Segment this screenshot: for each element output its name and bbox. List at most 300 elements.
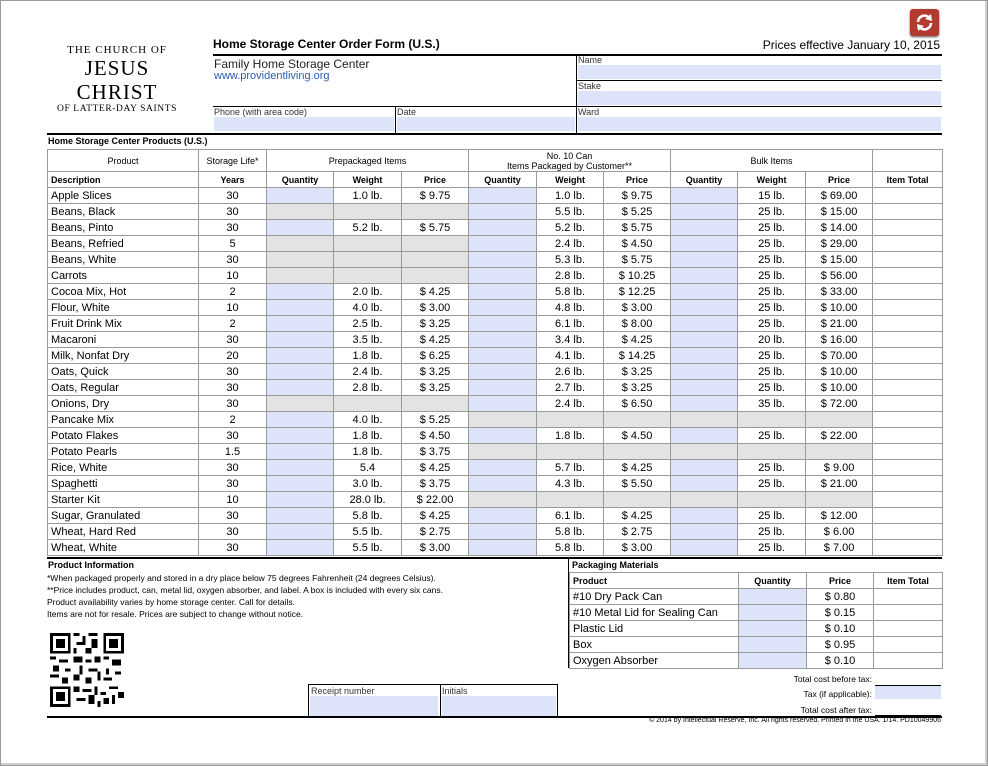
logo-line1: THE CHURCH OF (67, 44, 167, 56)
packaging-table (569, 572, 943, 669)
packaging-row (570, 605, 943, 621)
center-name: Family Home Storage Center (214, 57, 370, 71)
packaging-quantity-field[interactable] (739, 621, 807, 637)
product-cell: 2.8 lb. (537, 268, 604, 284)
item-total-field[interactable] (873, 508, 943, 524)
product-row (48, 268, 943, 284)
rule (576, 80, 942, 81)
storage-life-header: Storage Life* (199, 150, 267, 172)
item-total-field[interactable] (873, 332, 943, 348)
product-row (48, 460, 943, 476)
can-quantity-field[interactable] (469, 396, 537, 412)
packaging-column-header: Product (570, 573, 739, 589)
product-cell: 30 (199, 188, 267, 204)
product-cell: $ 3.75 (402, 476, 469, 492)
item-total-field[interactable] (873, 300, 943, 316)
item-total-field[interactable] (873, 444, 943, 460)
product-cell: $ 10.25 (604, 268, 671, 284)
prepackaged-quantity-field[interactable] (267, 188, 334, 204)
product-cell (537, 412, 604, 428)
prices-effective: Prices effective January 10, 2015 (762, 38, 940, 52)
bulk-quantity-field[interactable] (671, 268, 738, 284)
product-row (48, 220, 943, 236)
product-cell: $ 2.75 (604, 524, 671, 540)
packaging-product: #10 Metal Lid for Sealing Can (570, 605, 739, 621)
ward-field[interactable] (578, 117, 941, 131)
qr-code (50, 633, 124, 707)
item-total-field[interactable] (873, 492, 943, 508)
product-cell: 25 lb. (738, 476, 806, 492)
column-header: Quantity (469, 172, 537, 188)
product-cell: 25 lb. (738, 316, 806, 332)
packaging-quantity-field[interactable] (739, 653, 807, 669)
bulk-quantity-field[interactable] (671, 316, 738, 332)
product-cell: $ 5.75 (604, 252, 671, 268)
product-cell: $ 3.75 (402, 444, 469, 460)
packaging-item-total-field[interactable] (874, 653, 943, 669)
receipt-number-field[interactable] (310, 696, 438, 716)
product-description: Sugar, Granulated (48, 508, 199, 524)
bulk-quantity-field[interactable] (671, 348, 738, 364)
bulk-quantity-field[interactable] (671, 300, 738, 316)
can-quantity-field[interactable] (469, 428, 537, 444)
product-description: Beans, Refried (48, 236, 199, 252)
packaging-item-total-field[interactable] (874, 589, 943, 605)
product-cell: 25 lb. (738, 364, 806, 380)
product-description: Starter Kit (48, 492, 199, 508)
product-cell: 30 (199, 540, 267, 556)
product-cell (806, 492, 873, 508)
logo-line2: JESUS CHRIST (76, 56, 158, 104)
can-quantity-field[interactable] (469, 188, 537, 204)
product-cell: $ 3.25 (604, 364, 671, 380)
product-cell: 3.4 lb. (537, 332, 604, 348)
product-cell: $ 4.25 (604, 460, 671, 476)
name-label: Name (578, 55, 603, 65)
total-before-tax-field[interactable] (875, 672, 941, 686)
product-cell: 2.5 lb. (334, 316, 402, 332)
can-quantity-field[interactable] (469, 508, 537, 524)
product-row (48, 492, 943, 508)
section-rule (47, 133, 942, 135)
product-row (48, 524, 943, 540)
item-total-field[interactable] (873, 412, 943, 428)
can-quantity-field (469, 444, 537, 460)
product-cell: 2.8 lb. (334, 380, 402, 396)
product-cell: $ 3.00 (604, 540, 671, 556)
prepackaged-quantity-field[interactable] (267, 316, 334, 332)
can-quantity-field[interactable] (469, 364, 537, 380)
product-row (48, 252, 943, 268)
can-quantity-field[interactable] (469, 284, 537, 300)
note-storage: *When packaged properly and stored in a dry place below 75 degrees Fahrenheit (24 degrees Celsius). (47, 573, 436, 583)
product-cell: 30 (199, 460, 267, 476)
bulk-quantity-field[interactable] (671, 284, 738, 300)
product-cell (738, 412, 806, 428)
product-cell: 30 (199, 476, 267, 492)
copyright: © 2014 by Intellectual Reserve, Inc. All rights reserved. Printed in the USA. 1/14. PD10049906 (649, 717, 941, 724)
initials-label: Initials (442, 686, 468, 696)
product-cell: 4.0 lb. (334, 300, 402, 316)
product-cell: 25 lb. (738, 236, 806, 252)
product-description: Pancake Mix (48, 412, 199, 428)
item-total-field[interactable] (873, 460, 943, 476)
product-cell: $ 10.00 (806, 364, 873, 380)
product-cell (334, 204, 402, 220)
product-cell: 1.8 lb. (334, 348, 402, 364)
can-quantity-field[interactable] (469, 332, 537, 348)
bulk-quantity-field[interactable] (671, 508, 738, 524)
item-total-field[interactable] (873, 268, 943, 284)
product-cell: 25 lb. (738, 204, 806, 220)
product-description: Rice, White (48, 460, 199, 476)
product-cell: 25 lb. (738, 300, 806, 316)
product-cell: 25 lb. (738, 524, 806, 540)
product-cell: 25 lb. (738, 284, 806, 300)
product-cell (604, 492, 671, 508)
product-group-header: Product (48, 150, 199, 172)
product-cell: 5.8 lb. (537, 284, 604, 300)
product-description: Spaghetti (48, 476, 199, 492)
bulk-quantity-field (671, 444, 738, 460)
packaging-product: Box (570, 637, 739, 653)
prepackaged-quantity-field[interactable] (267, 508, 334, 524)
product-cell: 3.5 lb. (334, 332, 402, 348)
product-cell (334, 396, 402, 412)
product-cell: 5.8 lb. (537, 524, 604, 540)
product-row (48, 332, 943, 348)
packaging-item-total-field[interactable] (874, 605, 943, 621)
stake-field[interactable] (578, 91, 941, 105)
can-quantity-field[interactable] (469, 348, 537, 364)
product-info-title: Product Information (48, 560, 134, 570)
prepackaged-quantity-field[interactable] (267, 300, 334, 316)
bulk-quantity-field[interactable] (671, 252, 738, 268)
product-cell: 25 lb. (738, 268, 806, 284)
prepackaged-quantity-field[interactable] (267, 476, 334, 492)
column-header: Weight (334, 172, 402, 188)
product-row (48, 300, 943, 316)
prepackaged-quantity-field[interactable] (267, 492, 334, 508)
bulk-quantity-field[interactable] (671, 476, 738, 492)
product-cell: $ 4.50 (402, 428, 469, 444)
product-row (48, 316, 943, 332)
item-total-field[interactable] (873, 396, 943, 412)
prepackaged-quantity-field[interactable] (267, 348, 334, 364)
product-row (48, 348, 943, 364)
can-quantity-field[interactable] (469, 476, 537, 492)
prepackaged-quantity-field[interactable] (267, 428, 334, 444)
item-total-field[interactable] (873, 364, 943, 380)
product-description: Macaroni (48, 332, 199, 348)
product-cell: 25 lb. (738, 540, 806, 556)
product-description: Beans, Pinto (48, 220, 199, 236)
product-cell: 1.5 (199, 444, 267, 460)
website-link[interactable]: www.providentliving.org (214, 70, 330, 82)
note-resale: Items are not for resale. Prices are subject to change without notice. (47, 609, 304, 619)
can-quantity-field[interactable] (469, 236, 537, 252)
item-total-field[interactable] (873, 284, 943, 300)
receipt-divider (440, 685, 441, 717)
product-cell: 25 lb. (738, 380, 806, 396)
prepackaged-quantity-field[interactable] (267, 412, 334, 428)
product-cell (334, 268, 402, 284)
product-cell: 20 (199, 348, 267, 364)
product-cell: 10 (199, 268, 267, 284)
prepackaged-quantity-field (267, 268, 334, 284)
product-cell: 5.2 lb. (537, 220, 604, 236)
can-quantity-field[interactable] (469, 524, 537, 540)
product-cell (402, 204, 469, 220)
product-cell: $ 9.75 (402, 188, 469, 204)
bulk-quantity-field[interactable] (671, 364, 738, 380)
packaging-item-total-field[interactable] (874, 621, 943, 637)
product-cell: $ 72.00 (806, 396, 873, 412)
product-cell: $ 7.00 (806, 540, 873, 556)
product-cell: 2 (199, 284, 267, 300)
initials-field[interactable] (442, 696, 556, 716)
item-total-field[interactable] (873, 316, 943, 332)
product-cell: 20 lb. (738, 332, 806, 348)
product-cell: 2.6 lb. (537, 364, 604, 380)
prepackaged-quantity-field[interactable] (267, 332, 334, 348)
product-cell: $ 4.25 (402, 508, 469, 524)
item-total-field[interactable] (873, 540, 943, 556)
bulk-quantity-field[interactable] (671, 332, 738, 348)
can-quantity-field[interactable] (469, 316, 537, 332)
packaging-item-total-field[interactable] (874, 637, 943, 653)
product-cell: 4.8 lb. (537, 300, 604, 316)
prepackaged-quantity-field (267, 396, 334, 412)
product-cell (334, 236, 402, 252)
product-cell (806, 412, 873, 428)
product-cell: $ 21.00 (806, 476, 873, 492)
product-cell: 28.0 lb. (334, 492, 402, 508)
product-cell: 4.3 lb. (537, 476, 604, 492)
prepackaged-quantity-field[interactable] (267, 380, 334, 396)
item-total-field[interactable] (873, 236, 943, 252)
product-cell: $ 3.00 (402, 300, 469, 316)
product-cell: 2 (199, 316, 267, 332)
bulk-quantity-field[interactable] (671, 396, 738, 412)
product-cell: 2.4 lb. (537, 396, 604, 412)
product-cell: $ 4.50 (604, 236, 671, 252)
product-cell: 5.4 (334, 460, 402, 476)
product-description: Beans, White (48, 252, 199, 268)
item-total-field[interactable] (873, 188, 943, 204)
phone-field[interactable] (214, 117, 394, 131)
product-row (48, 412, 943, 428)
packaging-product: Plastic Lid (570, 621, 739, 637)
bulk-quantity-field (671, 412, 738, 428)
item-total-field[interactable] (873, 476, 943, 492)
product-cell: $ 3.25 (402, 316, 469, 332)
can-quantity-field[interactable] (469, 380, 537, 396)
product-cell: $ 4.25 (604, 508, 671, 524)
product-cell: $ 33.00 (806, 284, 873, 300)
product-cell: $ 4.25 (604, 332, 671, 348)
item-total-field[interactable] (873, 220, 943, 236)
product-row (48, 204, 943, 220)
prepackaged-quantity-field[interactable] (267, 460, 334, 476)
can-quantity-field[interactable] (469, 268, 537, 284)
packaging-price: $ 0.15 (807, 605, 874, 621)
product-cell (402, 252, 469, 268)
packaging-column-header: Quantity (739, 573, 807, 589)
can-quantity-field[interactable] (469, 300, 537, 316)
bulk-quantity-field[interactable] (671, 524, 738, 540)
total-after-tax-label: Total cost after tax: (800, 705, 872, 715)
field-divider (395, 106, 396, 133)
product-description: Beans, Black (48, 204, 199, 220)
bulk-quantity-field[interactable] (671, 220, 738, 236)
product-cell: $ 21.00 (806, 316, 873, 332)
product-cell: $ 9.00 (806, 460, 873, 476)
packaging-row (570, 653, 943, 669)
tax-label: Tax (if applicable): (803, 689, 872, 699)
packaging-title: Packaging Materials (572, 560, 659, 570)
product-cell: $ 8.00 (604, 316, 671, 332)
column-header: Price (402, 172, 469, 188)
bulk-quantity-field[interactable] (671, 460, 738, 476)
item-total-field[interactable] (873, 380, 943, 396)
product-cell: 6.1 lb. (537, 316, 604, 332)
packaging-column-header: Price (807, 573, 874, 589)
product-cell: $ 3.00 (402, 540, 469, 556)
prepackaged-quantity-field[interactable] (267, 444, 334, 460)
product-cell: $ 14.00 (806, 220, 873, 236)
product-row (48, 380, 943, 396)
item-total-field[interactable] (873, 524, 943, 540)
product-cell: 30 (199, 252, 267, 268)
prepackaged-quantity-field[interactable] (267, 284, 334, 300)
packaging-quantity-field[interactable] (739, 589, 807, 605)
blank-header (873, 150, 943, 172)
product-cell: $ 2.75 (402, 524, 469, 540)
product-cell (604, 444, 671, 460)
column-header: Quantity (267, 172, 334, 188)
product-cell: 10 (199, 492, 267, 508)
product-cell: $ 5.25 (604, 204, 671, 220)
product-cell: 2 (199, 412, 267, 428)
product-cell: 5.5 lb. (537, 204, 604, 220)
prepackaged-quantity-field (267, 204, 334, 220)
refresh-button[interactable] (910, 9, 939, 36)
bulk-quantity-field[interactable] (671, 380, 738, 396)
product-cell: $ 22.00 (402, 492, 469, 508)
product-cell: 5 (199, 236, 267, 252)
product-description: Potato Flakes (48, 428, 199, 444)
prepackaged-quantity-field[interactable] (267, 220, 334, 236)
bulk-quantity-field[interactable] (671, 204, 738, 220)
product-cell: 30 (199, 332, 267, 348)
product-cell: 25 lb. (738, 252, 806, 268)
column-header: Description (48, 172, 199, 188)
product-cell (334, 252, 402, 268)
product-cell: 30 (199, 204, 267, 220)
product-row (48, 444, 943, 460)
bulk-quantity-field[interactable] (671, 188, 738, 204)
can-quantity-field[interactable] (469, 540, 537, 556)
receipt-box (308, 684, 558, 718)
total-after-tax-field[interactable] (875, 702, 941, 716)
packaging-quantity-field[interactable] (739, 605, 807, 621)
product-notes (47, 572, 567, 620)
product-description: Cocoa Mix, Hot (48, 284, 199, 300)
product-description: Potato Pearls (48, 444, 199, 460)
product-row (48, 364, 943, 380)
product-cell: 5.2 lb. (334, 220, 402, 236)
packaging-row (570, 621, 943, 637)
product-cell: 1.0 lb. (334, 188, 402, 204)
item-total-field[interactable] (873, 252, 943, 268)
bulk-quantity-field[interactable] (671, 236, 738, 252)
product-row (48, 396, 943, 412)
prepackaged-quantity-field[interactable] (267, 364, 334, 380)
prepackaged-quantity-field[interactable] (267, 540, 334, 556)
item-total-field[interactable] (873, 428, 943, 444)
can-quantity-field[interactable] (469, 204, 537, 220)
packaging-row (570, 589, 943, 605)
product-cell: $ 15.00 (806, 204, 873, 220)
product-description: Oats, Regular (48, 380, 199, 396)
product-cell: 1.8 lb. (537, 428, 604, 444)
bulk-quantity-field[interactable] (671, 428, 738, 444)
product-cell: $ 70.00 (806, 348, 873, 364)
packaging-quantity-field[interactable] (739, 637, 807, 653)
product-cell: 2.4 lb. (537, 236, 604, 252)
product-row (48, 428, 943, 444)
packaging-product: Oxygen Absorber (570, 653, 739, 669)
column-header: Years (199, 172, 267, 188)
prepackaged-quantity-field (267, 252, 334, 268)
tax-field[interactable] (875, 686, 941, 699)
product-cell: $ 5.25 (402, 412, 469, 428)
product-cell: $ 4.50 (604, 428, 671, 444)
products-section-title: Home Storage Center Products (U.S.) (48, 136, 208, 146)
product-cell: 30 (199, 396, 267, 412)
can-quantity-field[interactable] (469, 252, 537, 268)
product-cell: 25 lb. (738, 428, 806, 444)
item-total-field[interactable] (873, 348, 943, 364)
product-cell (402, 268, 469, 284)
date-field[interactable] (397, 117, 575, 131)
product-cell: 10 (199, 300, 267, 316)
product-cell: 1.0 lb. (537, 188, 604, 204)
product-cell: $ 5.75 (402, 220, 469, 236)
name-field[interactable] (578, 65, 941, 79)
column-header: Weight (537, 172, 604, 188)
product-description: Flour, White (48, 300, 199, 316)
product-cell: $ 6.00 (806, 524, 873, 540)
product-cell: 4.1 lb. (537, 348, 604, 364)
can-quantity-field[interactable] (469, 460, 537, 476)
product-cell: $ 16.00 (806, 332, 873, 348)
product-cell: 2.7 lb. (537, 380, 604, 396)
product-cell: 5.5 lb. (334, 540, 402, 556)
can-quantity-field (469, 492, 537, 508)
product-cell: $ 15.00 (806, 252, 873, 268)
bulk-quantity-field[interactable] (671, 540, 738, 556)
column-header: Price (806, 172, 873, 188)
can-quantity-field[interactable] (469, 220, 537, 236)
product-cell: $ 6.25 (402, 348, 469, 364)
packaging-price: $ 0.80 (807, 589, 874, 605)
product-cell: $ 10.00 (806, 380, 873, 396)
item-total-field[interactable] (873, 204, 943, 220)
prepackaged-quantity-field[interactable] (267, 524, 334, 540)
product-cell: 25 lb. (738, 460, 806, 476)
